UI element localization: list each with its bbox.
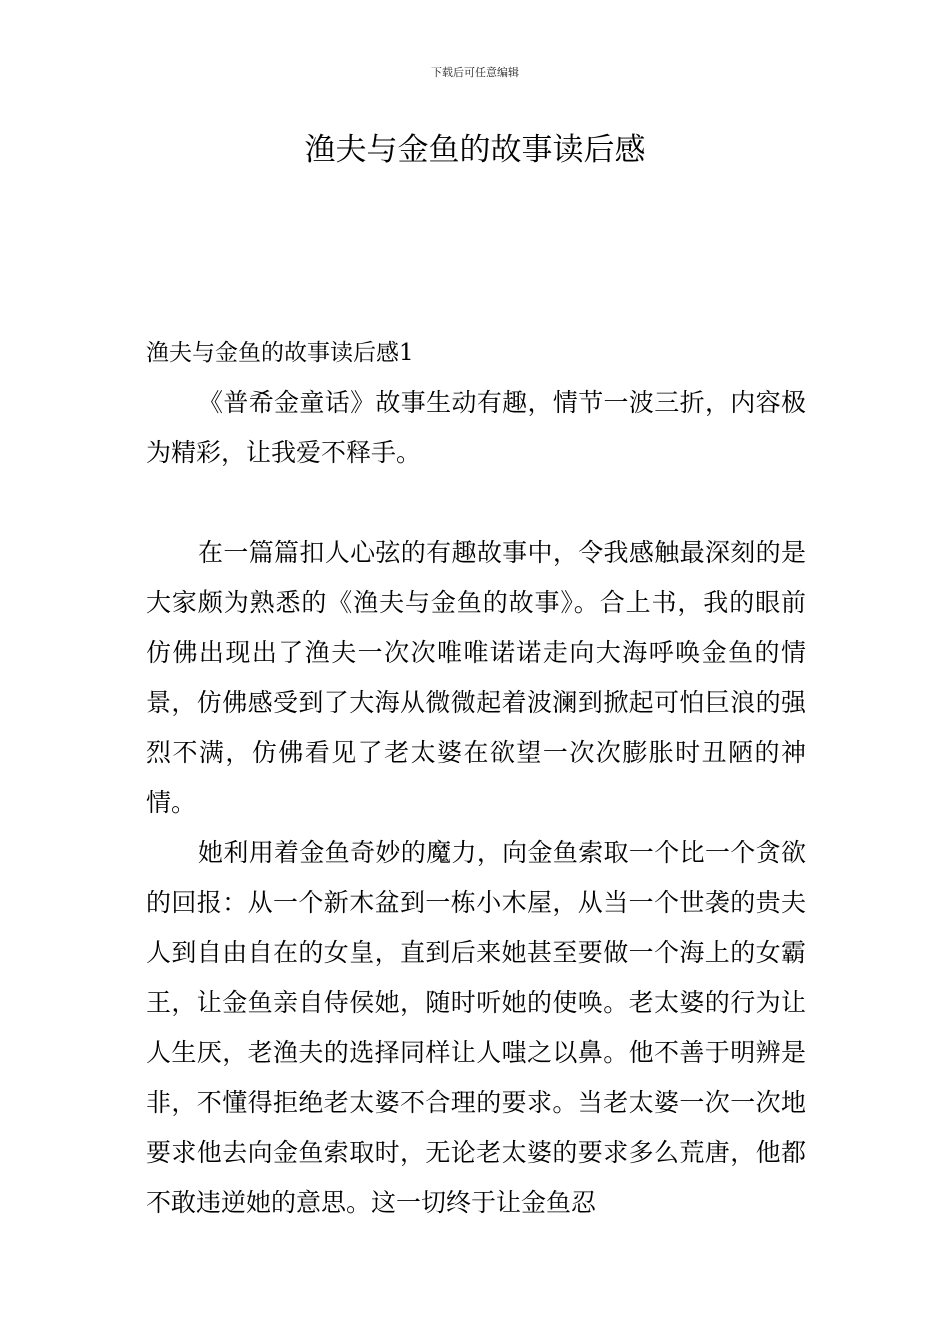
paragraph-story-impression: 在一篇篇扣人心弦的有趣故事中，令我感触最深刻的是大家颇为熟悉的《渔夫与金鱼的故事》。合上书，我的眼前仿佛出现出了渔夫一次次唯唯诺诺走向大海呼唤金鱼的情景，仿佛感受到了大海从微微起着波澜到掀起可怕巨浪的强烈不满，仿佛看见了老太婆在欲望一次次膨胀时丑陋的神情。 [146, 538, 806, 817]
paragraph-spacer [146, 478, 806, 528]
paragraph-greed: 她利用着金鱼奇妙的魔力，向金鱼索取一个比一个贪欲的回报：从一个新木盆到一栋小木屋，从当一个世袭的贵夫人到自由自在的女皇，直到后来她甚至要做一个海上的女霸王，让金鱼亲自侍侯她，随时听她的使唤。老太婆的行为让人生厌，老渔夫的选择同样让人嗤之以鼻。他不善于明辨是非，不懂得拒绝老太婆不合理的要求。当老太婆一次一次地要求他去向金鱼索取时，无论老太婆的要求多么荒唐，他都不敢违逆她的意思。这一切终于让金鱼忍 [146, 838, 806, 1217]
document-title: 渔夫与金鱼的故事读后感 [304, 132, 646, 168]
section-heading: 渔夫与金鱼的故事读后感1 [146, 340, 414, 366]
header-note: 下载后可任意编辑 [431, 66, 519, 79]
paragraph-intro: 《普希金童话》故事生动有趣，情节一波三折，内容极为精彩，让我爱不释手。 [146, 388, 806, 467]
document-body [146, 328, 806, 1228]
